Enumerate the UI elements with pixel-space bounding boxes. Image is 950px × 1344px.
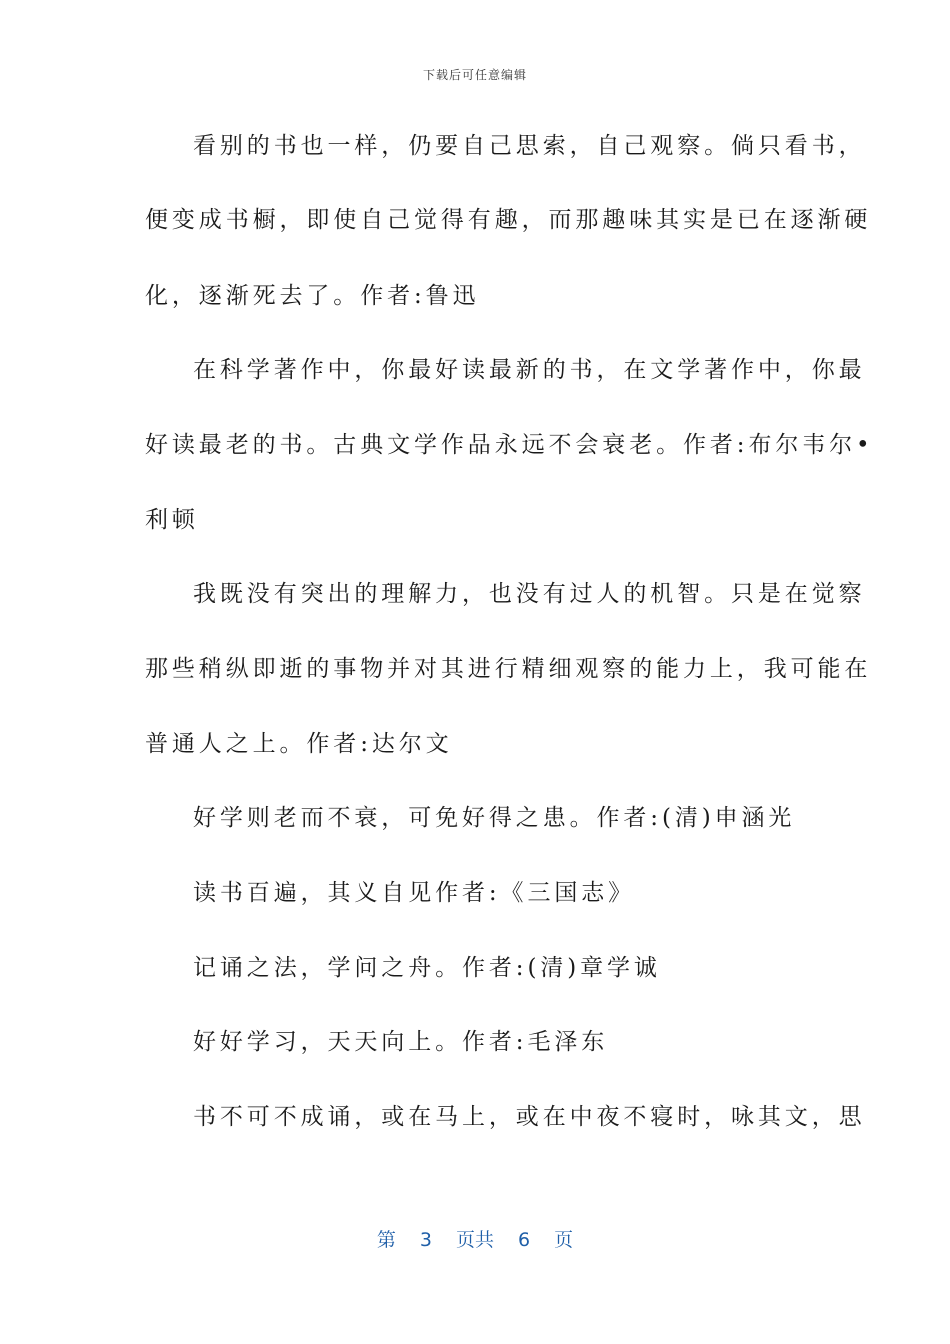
text-line: 好学则老而不衰，可免好得之患。作者:(清)申涵光 [193,805,796,831]
text-line: 好好学习，天天向上。作者:毛泽东 [193,1029,609,1055]
text-line: 化，逐渐死去了。作者:鲁迅 [145,283,480,309]
footer-total-pages: 6 [518,1229,531,1251]
text-line: 读书百遍，其义自见作者:《三国志》 [193,880,636,906]
footer-page-number: 3 [419,1229,432,1251]
text-line: 我既没有突出的理解力，也没有过人的机智。只是在觉察 [193,581,866,607]
header-note: 下载后可任意编辑 [422,68,527,82]
text-line: 在科学著作中，你最好读最新的书，在文学著作中，你最 [193,357,866,383]
footer-middle: 页共 [455,1229,494,1251]
text-line: 那些稍纵即逝的事物并对其进行精细观察的能力上，我可能在 [145,656,872,682]
text-line: 普通人之上。作者:达尔文 [145,731,453,757]
text-line: 书不可不成诵，或在马上，或在中夜不寝时，咏其文，思 [193,1104,866,1130]
text-line: 便变成书橱，即使自己觉得有趣，而那趣味其实是已在逐渐硬 [145,207,872,233]
text-line: 记诵之法，学问之舟。作者:(清)章学诚 [193,955,661,981]
text-line: 看别的书也一样，仍要自己思索，自己观察。倘只看书， [193,133,866,159]
footer-prefix: 第 [376,1229,396,1251]
text-line: 利顿 [145,507,199,533]
text-line: 好读最老的书。古典文学作品永远不会衰老。作者:布尔韦尔• [145,432,874,458]
page-footer [0,1225,950,1252]
footer-suffix: 页 [554,1229,574,1251]
